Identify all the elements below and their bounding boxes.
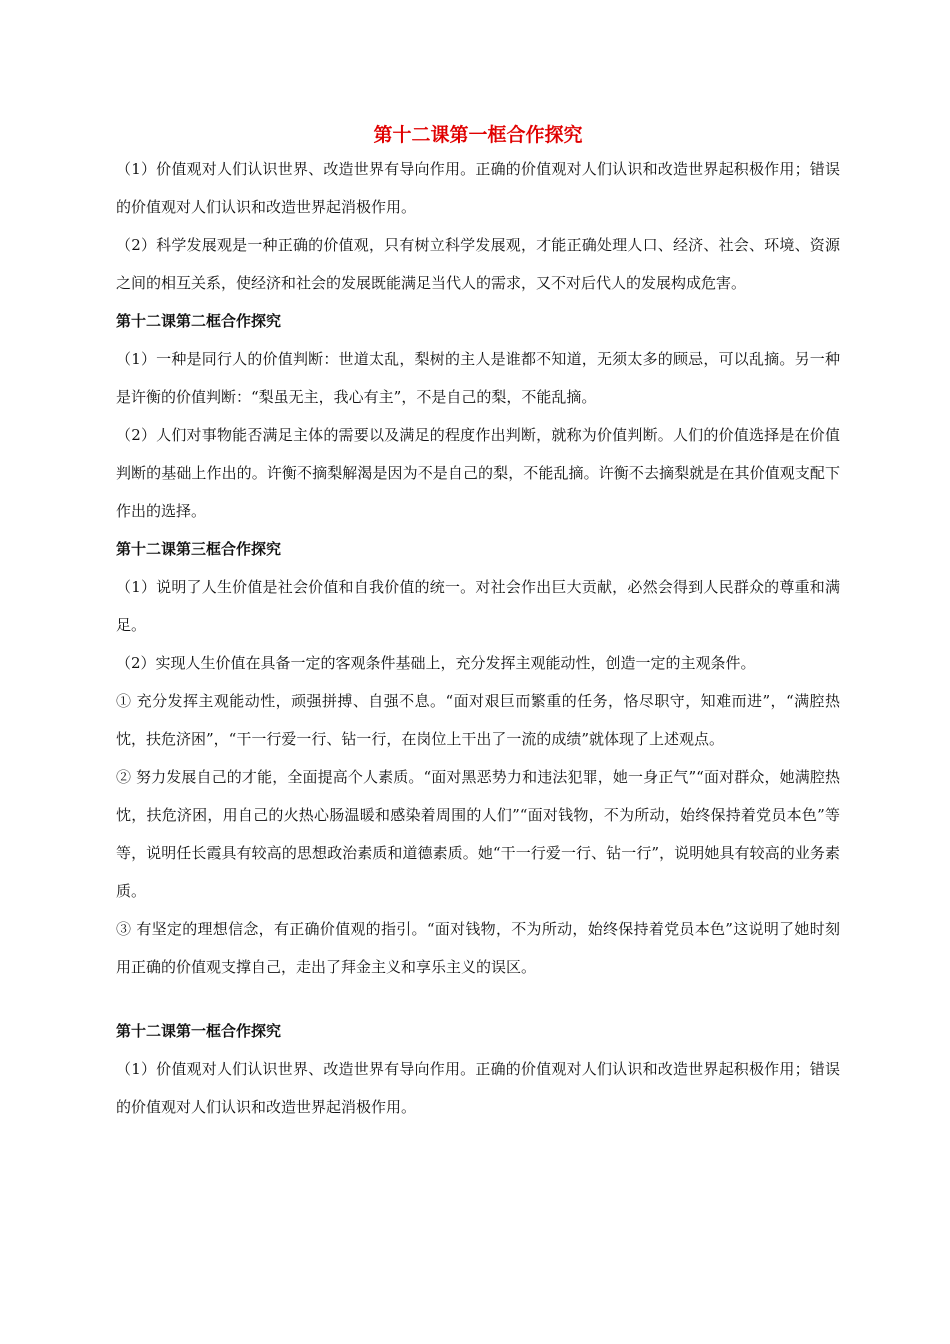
paragraph: ① 充分发挥主观能动性，顽强拼搏、自强不息。“面对艰巨而繁重的任务，恪尽职守，知难而进”，“满腔热忱，扶危济困”，“干一行爱一行、钻一行，在岗位上干出了一流的成绩”就体现了上述观点。 xyxy=(116,692,840,748)
paragraph: （1）一种是同行人的价值判断：世道太乱，梨树的主人是谁都不知道，无须太多的顾忌，可以乱摘。另一种是许衡的价值判断：“梨虽无主，我心有主”，不是自己的梨，不能乱摘。 xyxy=(116,350,840,406)
paragraph: （1）价值观对人们认识世界、改造世界有导向作用。正确的价值观对人们认识和改造世界起积极作用；错误的价值观对人们认识和改造世界起消极作用。 xyxy=(116,1060,840,1116)
section-lesson-3 xyxy=(116,530,840,986)
spacer xyxy=(116,986,840,1012)
paragraph: （2）科学发展观是一种正确的价值观，只有树立科学发展观，才能正确处理人口、经济、社会、环境、资源之间的相互关系，使经济和社会的发展既能满足当代人的需求，又不对后代人的发展构成危害。 xyxy=(116,236,840,292)
paragraph: （1）价值观对人们认识世界、改造世界有导向作用。正确的价值观对人们认识和改造世界起积极作用；错误的价值观对人们认识和改造世界起消极作用。 xyxy=(116,160,840,216)
section-lesson-2 xyxy=(116,302,840,530)
paragraph: （2）人们对事物能否满足主体的需要以及满足的程度作出判断，就称为价值判断。人们的价值选择是在价值判断的基础上作出的。许衡不摘梨解渴是因为不是自己的梨，不能乱摘。许衡不去摘梨就是在其价值观支配下作出的选择。 xyxy=(116,426,840,520)
section-heading: 第十二课第二框合作探究 xyxy=(116,312,282,330)
section-lesson-1 xyxy=(116,150,840,302)
document-title: 第十二课第一框合作探究 xyxy=(373,124,583,146)
paragraph: （2）实现人生价值在具备一定的客观条件基础上，充分发挥主观能动性，创造一定的主观条件。 xyxy=(116,654,756,672)
paragraph: （1）说明了人生价值是社会价值和自我价值的统一。对社会作出巨大贡献，必然会得到人民群众的尊重和满足。 xyxy=(116,578,840,634)
paragraph: ② 努力发展自己的才能，全面提高个人素质。“面对黑恶势力和违法犯罪，她一身正气”“面对群众，她满腔热忱，扶危济困，用自己的火热心肠温暖和感染着周围的人们”“面对钱物，不为所动，始终保持着党员本色”等等，说明任长霞具有较高的思想政治素质和道德素质。她“干一行爱一行、钻一行”，说明她具有较高的业务素质。 xyxy=(116,768,840,900)
paragraph: ③ 有坚定的理想信念，有正确价值观的指引。“面对钱物，不为所动，始终保持着党员本色”这说明了她时刻用正确的价值观支撑自己，走出了拜金主义和享乐主义的误区。 xyxy=(116,920,840,976)
document-page xyxy=(116,120,840,1126)
section-heading: 第十二课第一框合作探究 xyxy=(116,1022,282,1040)
section-lesson-1-repeat xyxy=(116,1012,840,1126)
section-heading: 第十二课第三框合作探究 xyxy=(116,540,282,558)
